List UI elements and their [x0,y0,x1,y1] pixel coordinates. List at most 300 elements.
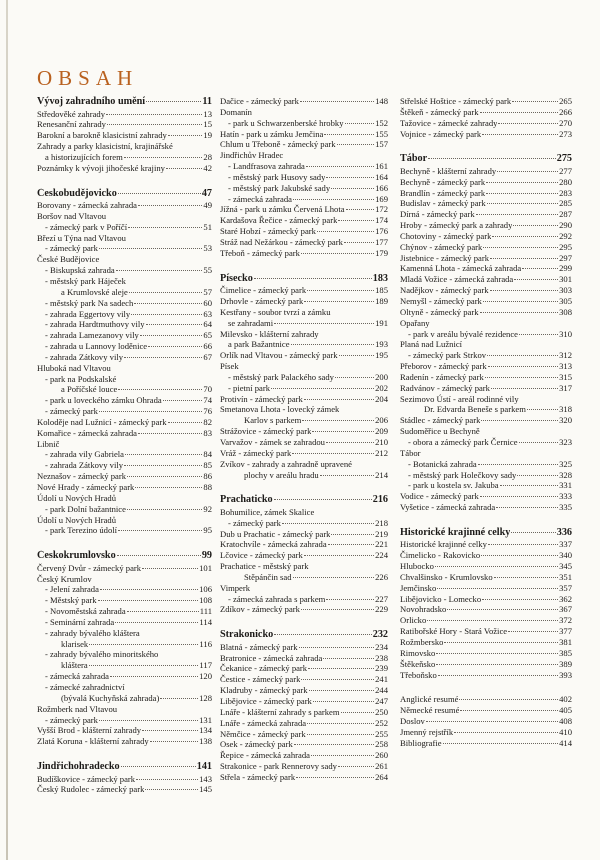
toc-entry [37,211,212,222]
dot-leader [331,188,374,189]
toc-entry-title: Nové Hrady - zámecký park [37,482,135,492]
toc-entry-title: Údolí u Nových Hradů [37,492,117,503]
toc-entry-title: klarisek [61,638,89,649]
toc-entry [400,118,572,129]
toc-entry [37,428,212,439]
dot-leader [481,555,558,556]
toc-page-number: 239 [375,663,388,674]
toc-page-number: 362 [559,593,572,604]
toc-entry [37,563,212,574]
dot-leader [497,171,558,172]
toc-entry-title: Neznašov - zámecký park [37,471,126,482]
dot-leader [488,366,558,367]
dot-leader [306,166,374,167]
page-edge [6,0,8,860]
dot-leader [498,123,558,124]
section-gap [37,747,212,761]
dot-leader [124,465,202,466]
toc-entry-title: a historizujících forem [45,151,123,162]
toc-entry-title: - zámecký park [228,517,281,528]
toc-entry [220,204,388,215]
toc-entry [400,615,572,626]
toc-entry-title: - městský park Jakubské sady [228,182,331,193]
dot-leader [307,734,374,735]
toc-entry [37,628,212,639]
section-gap [400,680,572,694]
toc-entry [37,715,212,726]
toc-entry-title: - zahrada u Lannovy loděnice [45,341,148,352]
dot-leader [300,101,374,102]
dot-leader [127,476,202,477]
toc-entry-title: Komařice - zámecká zahrada [37,427,137,438]
dot-leader [98,600,199,601]
toc-entry [400,659,572,670]
toc-page-number: 336 [556,526,572,538]
toc-entry-title: Třeboňsko [400,669,437,680]
toc-entry [37,309,212,320]
toc-entry [400,426,572,437]
dot-leader [117,555,201,556]
toc-entry-title: Vývoj zahradního umění [37,96,146,107]
toc-entry [220,248,388,259]
toc-entry [37,515,212,526]
toc-entry-title: Prachaticko [220,494,273,506]
dot-leader [476,214,558,215]
toc-entry [220,718,388,729]
toc-page-number: 99 [201,550,212,562]
toc-entry-title: - městský park Palackého sady [228,371,334,382]
toc-page-number: 335 [559,502,572,513]
toc-page-number: 264 [375,771,388,782]
toc-entry [220,350,388,361]
toc-entry [400,491,572,502]
toc-entry-title: Českokrumlovsko [37,550,116,562]
toc-entry-title: Údolí u Nových Hradů [37,514,117,525]
dot-leader [488,544,558,545]
toc-page-number: 255 [375,728,388,739]
toc-entry [400,550,572,561]
toc-entry [37,374,212,385]
toc-entry [37,482,212,493]
toc-entry [400,437,572,448]
toc-entry [400,572,572,583]
toc-entry-title: - zámecká zahrada [228,193,292,204]
dot-leader [443,743,559,744]
toc-entry-title: Historické krajinné celky [400,526,511,538]
toc-entry [220,318,388,329]
dot-leader [490,258,558,259]
toc-entry [37,671,212,682]
toc-page-number: 290 [559,220,572,231]
toc-page-number: 247 [375,696,388,706]
dot-leader [513,225,558,226]
toc-page-number: 323 [559,436,572,447]
dot-leader [483,301,558,302]
toc-entry-title: Protivín - zámecký park [220,393,303,404]
toc-entry-title: Rožmberk nad Vltavou [37,703,118,714]
dot-leader [483,247,558,248]
toc-page-number: 313 [559,361,572,372]
toc-page-number: 393 [559,669,572,680]
dot-leader [135,487,202,488]
toc-entry [37,130,212,141]
toc-page-number: 221 [375,539,388,550]
toc-page-number: 191 [375,317,388,328]
dot-leader [511,532,555,533]
dot-leader [138,205,202,206]
toc-page-number: 65 [203,330,212,341]
toc-entry [37,298,212,309]
toc-entry [220,339,388,350]
toc-entry-title: - městský park Háječek [45,275,126,286]
toc-entry [220,161,388,172]
toc-entry-title: Chýnov - zámecký park [400,241,483,252]
dot-leader [317,231,374,232]
dot-leader [282,523,374,524]
dot-leader [110,676,198,677]
toc-entry-title: Českobudějovicko [37,187,117,199]
toc-entry-title: Vyšší Brod - klášterní zahrady [37,725,142,736]
toc-entry-title: - Landfrasova zahrada [228,161,305,172]
dot-leader [125,454,202,455]
dot-leader [146,101,201,102]
toc-page-number: 141 [196,761,212,773]
toc-entry [400,296,572,307]
toc-entry-title: Strážovice - zámecký park [220,426,312,437]
toc-entry [37,504,212,515]
toc-page-number: 325 [559,458,572,469]
toc-entry [400,604,572,615]
toc-entry-title: Štěkeňsko [400,658,436,669]
toc-entry [37,595,212,606]
toc-entry [37,449,212,460]
dot-leader [438,675,558,676]
toc-entry-title: Německé resumé [400,705,460,716]
toc-page-number: 63 [203,308,212,319]
dot-leader [89,665,199,666]
toc-entry-title: Hluboká nad Vltavou [37,362,111,373]
toc-page-number: 57 [203,286,212,297]
dot-leader [480,112,559,113]
toc-entry-title: Osek - zámecký park [220,739,293,750]
toc-entry [37,163,212,174]
dot-leader [514,279,558,280]
toc-entry [400,96,572,107]
dot-leader [129,292,203,293]
dot-leader [331,534,374,535]
toc-entry-title: Blatná - zámecký park [220,641,298,652]
dot-leader [338,220,374,221]
toc-entry-title: Stěpánčin sad [244,571,292,582]
toc-entry-title: Drhovle - zámecký park [220,296,304,306]
toc-page-number: 85 [203,460,212,471]
toc-page-number: 402 [559,694,572,705]
toc-entry [220,296,388,307]
toc-page-number: 317 [559,382,572,393]
toc-entry [400,648,572,659]
toc-entry-title: Libnič [37,438,60,449]
toc-entry-title: - zahrada Zátkovy vily [45,351,124,362]
dot-leader [344,242,374,243]
dot-leader [304,301,374,302]
toc-page-number: 95 [203,525,212,536]
toc-page-number: 183 [372,272,388,284]
toc-page-number: 305 [559,296,572,306]
toc-entry-title: Chotoviny - zámecký park [400,230,492,241]
toc-entry-title: - park na Podskalské [45,373,117,384]
toc-page-number: 47 [201,187,212,199]
toc-entry-title: se zahradami [228,317,274,328]
toc-section-heading [37,761,212,774]
toc-entry [220,448,388,459]
toc-entry-title: - zámecký park Strkov [408,350,487,361]
toc-page-number: 328 [559,469,572,480]
toc-entry [220,183,388,194]
toc-entry-title: - zámecký park [45,243,98,254]
toc-entry-title: Strakonicko [220,629,274,641]
toc-entry-title: - obora a zámecký park Černice [408,436,518,447]
dot-leader [324,134,374,135]
toc-page-number: 174 [375,215,388,226]
toc-entry-title: - zahrada Lamezanovy vily [45,330,139,341]
toc-entry-title: Prachatice - městský park [220,561,309,572]
toc-entry [37,152,212,163]
toc-entry-title: - městský park Na sadech [45,297,134,308]
toc-entry-title: - park u loveckého zámku Ohrada [45,395,162,406]
toc-entry-title: - zahrada Zátkovy vily [45,460,124,471]
toc-page-number: 414 [559,737,572,748]
toc-page-number: 108 [199,595,212,606]
toc-entry-title: Řepice - zámecká zahrada [220,750,310,761]
toc-page-number: 227 [375,593,388,604]
toc-page-number: 128 [199,692,212,703]
toc-entry-title: Tábor [400,447,421,458]
toc-page-number: 116 [199,638,212,649]
toc-entry [37,141,212,152]
toc-page-number: 212 [375,447,388,458]
dot-leader [326,599,374,600]
toc-entry [400,470,572,481]
toc-page-number: 405 [559,705,572,716]
dot-leader [345,123,375,124]
toc-entry [400,502,572,513]
dot-leader [486,193,558,194]
toc-page-number: 51 [203,221,212,232]
dot-leader [142,568,198,569]
toc-entry-title: Mladá Vožice - zámecká zahrada [400,274,514,285]
toc-entry-title: Březí u Týna nad Vltavou [37,232,126,243]
toc-entry [400,263,572,274]
toc-entry [220,642,388,653]
toc-entry [400,307,572,318]
toc-page-number: 277 [559,165,572,176]
toc-entry-title: Kamenná Lhota - zámecká zahrada [400,263,522,274]
toc-page-number: 258 [375,739,388,750]
toc-page-number: 195 [375,350,388,361]
toc-entry-title: Libějovice - zámecký park [220,696,312,706]
toc-entry-title: a park Bažantnice [228,339,290,350]
toc-page-number: 172 [375,204,388,215]
dot-leader [99,720,198,721]
dot-leader [311,755,374,756]
dot-leader [121,766,196,767]
dot-leader [116,270,203,271]
toc-page-number: 308 [559,306,572,317]
toc-page-number: 60 [203,297,212,308]
toc-entry [37,682,212,693]
page-title: OBSAH [37,66,139,90]
dot-leader [140,335,203,336]
toc-page-number: 219 [375,528,388,539]
toc-page-number: 234 [375,641,388,652]
toc-page-number: 131 [199,714,212,725]
toc-page-number: 74 [203,395,212,406]
toc-entry-title: - Seminární zahrada [45,616,115,627]
toc-page-number: 381 [559,636,572,647]
dot-leader [341,712,375,713]
dot-leader [323,658,374,659]
toc-entry-title: - zámecký park v Poříčí [45,221,128,232]
dot-leader [428,158,556,159]
toc-entry [400,198,572,209]
toc-entry-title: Sezimovo Ústí - areál rodinné vily [400,393,519,404]
toc-entry [220,761,388,772]
toc-entry [37,460,212,471]
toc-page-number: 66 [203,341,212,352]
toc-entry-title: Hatín - park u zámku Jemčina [220,128,324,139]
toc-page-number: 202 [375,382,388,393]
toc-page-number: 218 [375,517,388,528]
toc-entry [37,406,212,417]
dot-leader [166,168,202,169]
toc-page-number: 377 [559,626,572,637]
toc-page-number: 209 [375,426,388,437]
dot-leader [487,355,558,356]
toc-page-number: 67 [203,351,212,362]
toc-entry [220,739,388,750]
dot-leader [478,464,558,465]
toc-entry-title: Hroby - zámecký park a zahrady [400,220,513,231]
toc-entry [220,529,388,540]
toc-entry [400,594,572,605]
toc-page-number: 111 [199,606,212,617]
toc-entry [37,200,212,211]
toc-entry-title: Vráž - zámecký park [220,447,292,458]
dot-leader [127,611,199,612]
toc-entry-title: Chlum u Třeboně - zámecký park [220,139,336,150]
toc-entry-title: Vyšetice - zámecká zahrada [400,502,496,513]
toc-entry [400,318,572,329]
dot-leader [500,485,559,486]
toc-entry [220,307,388,318]
toc-page-number: 244 [375,685,388,696]
toc-entry [400,415,572,426]
toc-entry-title: Tábor [400,153,428,165]
toc-entry [220,194,388,205]
toc-page-number: 283 [559,187,572,198]
toc-entry-title: Třeboň - zámecký park [220,247,300,258]
toc-entry [220,561,388,572]
toc-entry-title: Orlík nad Vltavou - zámecký park [220,350,338,361]
dot-leader [480,312,559,313]
toc-entry [37,784,212,795]
toc-entry-title: Ratibořské Hory - Stará Vožice [400,626,508,637]
toc-entry-title: - pietní park [228,382,270,393]
toc-entry-title: Budislav - zámecký park [400,198,486,209]
dot-leader [134,303,202,304]
section-gap [37,174,212,188]
toc-page-number: 250 [375,706,388,717]
toc-entry-title: - park v areálu bývalé rezidence [408,328,518,339]
toc-page-number: 303 [559,285,572,296]
toc-entry-title: Stráž nad Nežárkou - zámecký park [220,236,343,247]
dot-leader [308,668,374,669]
toc-entry [400,329,572,340]
toc-page-number: 164 [375,171,388,182]
dot-leader [496,507,558,508]
toc-entry-title: Poznámky k vývoji jihočeské krajiny [37,162,165,173]
dot-leader [138,433,202,434]
toc-entry-title: Borovany - zámecká zahrada [37,200,137,211]
section-gap [400,513,572,527]
toc-entry-title: Písecko [220,272,253,284]
toc-entry [37,693,212,704]
toc-entry-title: Písek [220,361,239,372]
toc-entry [400,539,572,550]
toc-entry [220,96,388,107]
toc-page-number: 295 [559,241,572,252]
toc-page-number: 185 [375,285,388,296]
toc-page-number: 273 [559,128,572,139]
toc-entry-title: Bechyně - klášterní zahrady [400,165,497,176]
toc-entry-title: Barokní a barokně klasicistní zahrady [37,130,167,141]
toc-page-number: 210 [375,436,388,447]
toc-entry [37,584,212,595]
dot-leader [168,422,203,423]
toc-entry [37,725,212,736]
toc-page-number: 200 [375,371,388,382]
toc-entry-title: Renesanční zahrady [37,119,106,130]
toc-column-2 [220,96,388,783]
dot-leader [301,679,374,680]
toc-entry [37,222,212,233]
toc-entry-title: Zdíkov - zámecký park [220,604,300,615]
toc-entry-title: - Městský park [45,595,97,606]
dot-leader [106,114,202,115]
toc-entry [220,518,388,529]
toc-page-number: 241 [375,674,388,685]
toc-section-heading [37,550,212,563]
toc-page-number: 120 [199,671,212,682]
toc-entry [220,653,388,664]
toc-entry [220,118,388,129]
toc-page-number: 82 [203,416,212,427]
toc-entry [37,276,212,287]
toc-page-number: 301 [559,274,572,285]
toc-entry-title: Dírná - zámecký park [400,209,475,220]
toc-entry-title: (bývalá Kuchyňská zahrada) [61,692,160,703]
toc-page-number: 70 [203,384,212,395]
toc-entry [400,242,572,253]
toc-page-number: 232 [372,629,388,641]
toc-entry [37,704,212,715]
dot-leader [460,710,558,711]
toc-entry-title: Dačice - zámecký park [220,96,299,106]
toc-page-number: 214 [375,469,388,480]
toc-entry-title: Zahrady a parky klasicistní, krajinářské [37,141,173,152]
toc-page-number: 84 [203,449,212,460]
dot-leader [326,442,374,443]
